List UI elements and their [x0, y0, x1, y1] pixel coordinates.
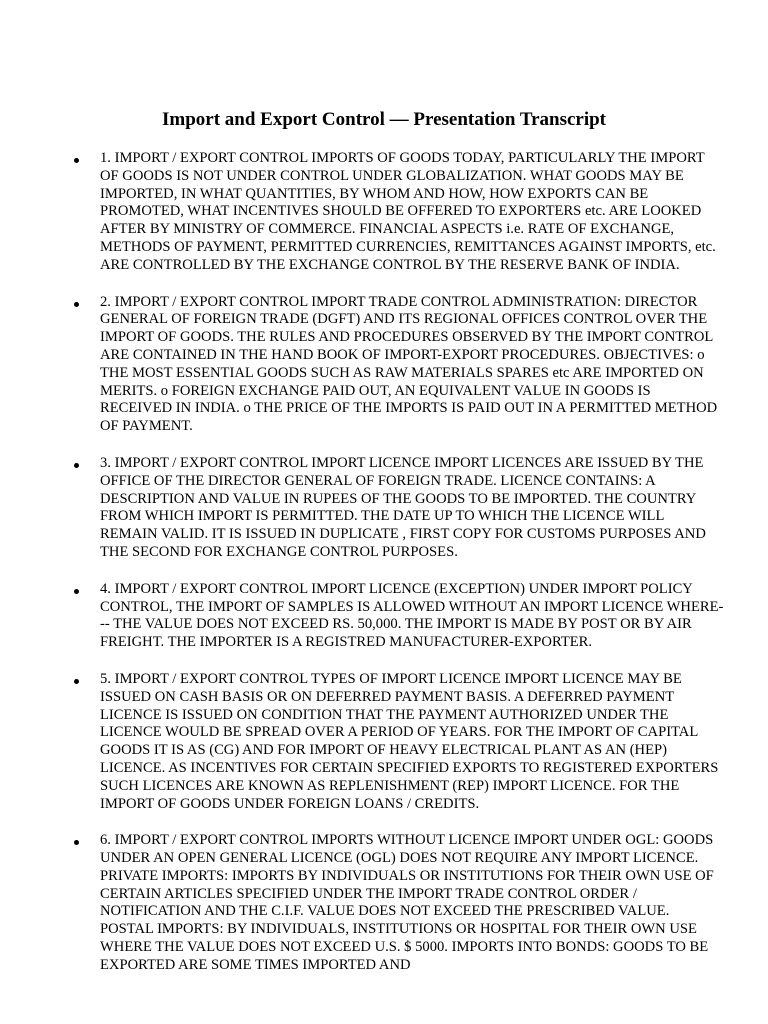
list-item [0, 455, 768, 562]
list-item [0, 150, 768, 275]
bullet-icon [74, 840, 79, 845]
list-item-text: 4. IMPORT / EXPORT CONTROL IMPORT LICENCE (EXCEPTION) UNDER IMPORT POLICY CONTROL, THE IMPORT OF SAMPLES IS ALLOWED WITHOUT AN IMPORT LICENCE WHERE--- THE VALUE DOES NOT EXCEED RS. 50,000. THE IMPORT IS MADE BY POST OR BY AIR FREIGHT. THE IMPORTER IS A REGISTRED MANUFACTURER-EXPORTER. [100, 580, 724, 651]
list-item-text: 6. IMPORT / EXPORT CONTROL IMPORTS WITHOUT LICENCE IMPORT UNDER OGL: GOODS UNDER AN OPEN GENERAL LICENCE (OGL) DOES NOT REQUIRE ANY IMPORT LICENCE. PRIVATE IMPORTS: IMPORTS BY INDIVIDUALS OR INSTITUTIONS FOR THEIR OWN USE OF CERTAIN ARTICLES SPECIFIED UNDER THE IMPORT TRADE CONTROL ORDER / NOTIFICATION AND THE C.I.F. VALUE DOES NOT EXCEED THE PRESCRIBED VALUE. POSTAL IMPORTS: BY INDIVIDUALS, INSTITUTIONS OR HOSPITAL FOR THEIR OWN USE WHERE THE VALUE DOES NOT EXCEED U.S. $ 5000. IMPORTS INTO BONDS: GOODS TO BE EXPORTED ARE SOME TIMES IMPORTED AND [100, 832, 714, 973]
list-item [0, 832, 768, 974]
list-item-text: 3. IMPORT / EXPORT CONTROL IMPORT LICENCE IMPORT LICENCES ARE ISSUED BY THE OFFICE OF THE DIRECTOR GENERAL OF FOREIGN TRADE. LICENCE CONTAINS: A DESCRIPTION AND VALUE IN RUPEES OF THE GOODS TO BE IMPORTED. THE COUNTRY FROM WHICH IMPORT IS PERMITTED. THE DATE UP TO WHICH THE LICENCE WILL REMAIN VALID. IT IS ISSUED IN DUPLICATE , FIRST COPY FOR CUSTOMS PURPOSES AND THE SECOND FOR EXCHANGE CONTROL PURPOSES. [100, 454, 706, 560]
list-item-text: 1. IMPORT / EXPORT CONTROL IMPORTS OF GOODS TODAY, PARTICULARLY THE IMPORT OF GOODS IS NOT UNDER CONTROL UNDER GLOBALIZATION. WHAT GOODS MAY BE IMPORTED, IN WHAT QUANTITIES, BY WHOM AND HOW, HOW EXPORTS CAN BE PROMOTED, WHAT INCENTIVES SHOULD BE OFFERED TO EXPORTERS etc. ARE LOOKED AFTER BY MINISTRY OF COMMERCE. FINANCIAL ASPECTS i.e. RATE OF EXCHANGE, METHODS OF PAYMENT, PERMITTED CURRENCIES, REMITTANCES AGAINST IMPORTS, etc. ARE CONTROLLED BY THE EXCHANGE CONTROL BY THE RESERVE BANK OF INDIA. [100, 150, 716, 273]
list-item-text: 5. IMPORT / EXPORT CONTROL TYPES OF IMPORT LICENCE IMPORT LICENCE MAY BE ISSUED ON CASH BASIS OR ON DEFERRED PAYMENT BASIS. A DEFERRED PAYMENT LICENCE IS ISSUED ON CONDITION THAT THE PAYMENT AUTHORIZED UNDER THE LICENCE WOULD BE SPREAD OVER A PERIOD OF YEARS. FOR THE IMPORT OF CAPITAL GOODS IT IS AS (CG) AND FOR IMPORT OF HEAVY ELECTRICAL PLANT AS AN (HEP) LICENCE. AS INCENTIVES FOR CERTAIN SPECIFIED EXPORTS TO REGISTERED EXPORTERS SUCH LICENCES ARE KNOWN AS REPLENISHMENT (REP) IMPORT LICENCE. FOR THE IMPORT OF GOODS UNDER FOREIGN LOANS / CREDITS. [100, 670, 719, 812]
transcript-list [0, 150, 768, 994]
bullet-icon [74, 679, 79, 684]
page-title: Import and Export Control — Presentation Transcript [161, 109, 607, 130]
list-item [0, 581, 768, 652]
list-item [0, 294, 768, 436]
bullet-icon [74, 302, 79, 307]
list-item-text: 2. IMPORT / EXPORT CONTROL IMPORT TRADE CONTROL ADMINISTRATION: DIRECTOR GENERAL OF FOREIGN TRADE (DGFT) AND ITS REGIONAL OFFICES CONTROL OVER THE IMPORT OF GOODS. THE RULES AND PROCEDURES OBSERVED BY THE IMPORT CONTROL ARE CONTAINED IN THE HAND BOOK OF IMPORT-EXPORT PROCEDURES. OBJECTIVES: o THE MOST ESSENTIAL GOODS SUCH AS RAW MATERIALS SPARES etc ARE IMPORTED ON MERITS. o FOREIGN EXCHANGE PAID OUT, AN EQUIVALENT VALUE IN GOODS IS RECEIVED IN INDIA. o THE PRICE OF THE IMPORTS IS PAID OUT IN A PERMITTED METHOD OF PAYMENT. [100, 293, 718, 435]
list-item [0, 671, 768, 813]
bullet-icon [74, 589, 79, 594]
bullet-icon [74, 158, 79, 163]
bullet-icon [74, 463, 79, 468]
